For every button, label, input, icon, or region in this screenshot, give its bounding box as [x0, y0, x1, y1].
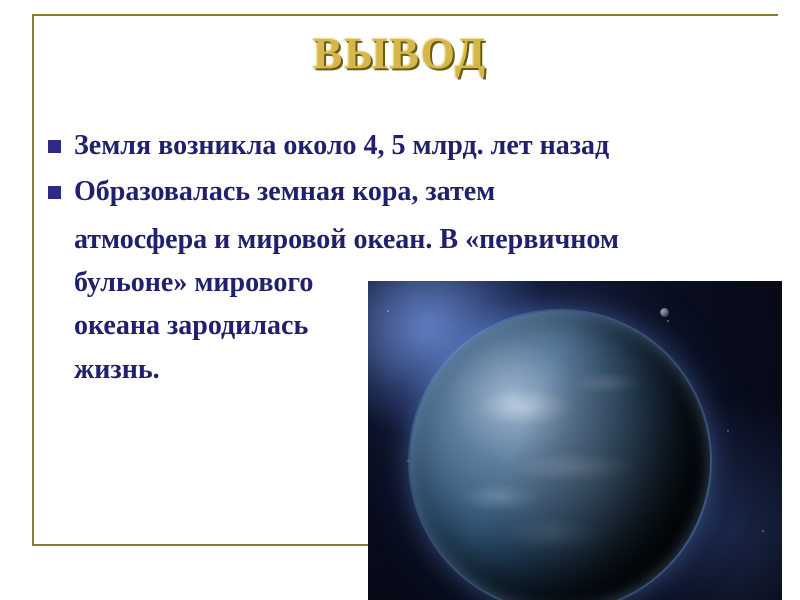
continuation-line-1: атмосфера и мировой океан. В «первичном [74, 223, 619, 255]
continuation-line-2: бульоне» мирового [74, 266, 314, 298]
earth-planet [410, 311, 710, 600]
bullet-item-1 [40, 126, 780, 166]
slide-title: ВЫВОД [312, 29, 488, 78]
frame-line-top [32, 14, 778, 16]
square-bullet-icon [48, 186, 61, 199]
bullet-item-1-text: Земля возникла около 4, 5 млрд. лет назад [74, 130, 610, 161]
earth-from-space-photo [368, 281, 782, 600]
square-bullet-icon [48, 140, 61, 153]
continuation-line-3: океана зародилась [74, 310, 309, 342]
small-moon [660, 308, 669, 317]
terminator-shadow [410, 311, 710, 600]
bullet-item-2 [40, 172, 780, 212]
frame-line-left [32, 14, 34, 546]
continuation-line-4: жизнь. [74, 353, 160, 385]
bullet-item-2-text: Образовалась земная кора, затем [74, 175, 496, 207]
